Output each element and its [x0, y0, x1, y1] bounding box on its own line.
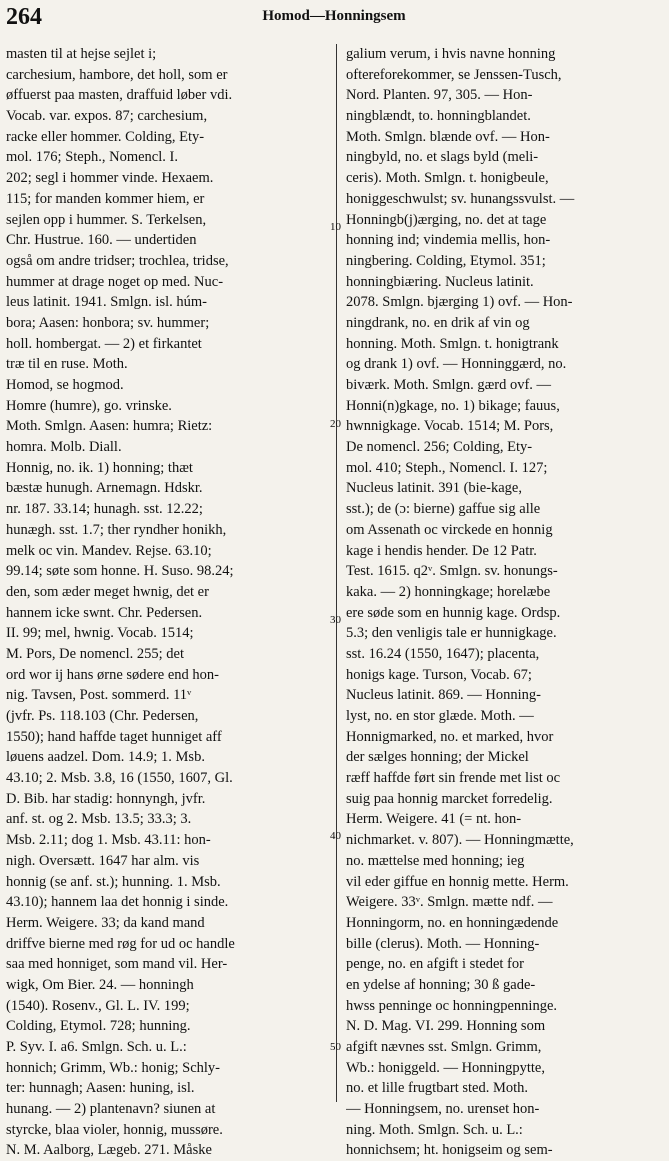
line-number: 20 — [330, 418, 341, 430]
text-line: wigk, Om Bier. 24. — honningh — [6, 976, 194, 993]
text-line: galium verum, i hvis navne honning — [346, 46, 556, 62]
text-line: masten til at hejse sejlet i; — [6, 46, 157, 62]
text-line: melk oc vin. Mandev. Rejse. 63.10; — [6, 542, 212, 559]
text-line: honnichsem; ht. honigseim og sem- — [346, 1142, 553, 1159]
line-number: 10 — [330, 221, 341, 233]
text-line: ning. Moth. Smlgn. Sch. u. L.: — [346, 1121, 523, 1138]
text-line: kage i hendis hender. De 12 Patr. — [346, 542, 537, 559]
text-line: 202; segl i hommer vinde. Hexaem. — [6, 170, 214, 187]
text-line: Honnigmarked, no. et marked, hvor — [346, 728, 554, 745]
text-line: hunang. — 2) plantenavn? siunen at — [6, 1101, 216, 1118]
text-line: N. D. Mag. VI. 299. Honning som — [346, 1018, 546, 1035]
text-line: også om andre tridser; trochlea, tridse, — [6, 252, 229, 269]
line-number: 50 — [330, 1041, 341, 1053]
text-line: Moth. Smlgn. Aasen: humra; Rietz: — [6, 418, 213, 435]
text-line: no. et lille frugtbart sted. Moth. — [346, 1080, 529, 1097]
text-line: øffuerst paa masten, draffuid løber vdi. — [6, 87, 233, 104]
text-line: M. Pors, De nomencl. 255; det — [6, 645, 185, 662]
text-line: sst. 16.24 (1550, 1647); placenta, — [346, 645, 540, 662]
text-line: 2078. Smlgn. bjærging 1) ovf. — Hon- — [346, 294, 573, 311]
text-line: nr. 187. 33.14; hunagh. sst. 12.22; — [6, 501, 203, 518]
text-line: 5.3; den venligis tale er hunnigkage. — [346, 625, 557, 642]
page-header — [6, 4, 662, 34]
text-line: 115; for manden kommer hiem, er — [6, 190, 205, 207]
text-line: mol. 176; Steph., Nomencl. I. — [6, 149, 178, 166]
text-line: ningblændt, to. honningblandet. — [346, 108, 531, 125]
text-line: honiggeschwulst; sv. hunangssvulst. — — [346, 190, 575, 207]
text-line: 1550); hand haffde taget hunniget aff — [6, 728, 222, 745]
text-line: hwnnigkage. Vocab. 1514; M. Pors, — [346, 418, 554, 435]
text-line: ter: hunnagh; Aasen: huning, isl. — [6, 1080, 195, 1097]
text-line: bora; Aasen: honbora; sv. hummer; — [6, 314, 210, 331]
text-line: ræff haffde ført sin frende met list oc — [346, 770, 561, 787]
text-line: Honni(n)gkage, no. 1) bikage; fauus, — [346, 397, 560, 414]
text-line: sejlen opp i hummer. S. Terkelsen, — [6, 211, 207, 228]
text-line: ord wor ij hans ørne sødere end hon- — [6, 666, 220, 683]
text-line: hwss penninge oc honningpenninge. — [346, 997, 558, 1014]
text-line: Honningorm, no. en honningædende — [346, 914, 559, 931]
text-line: carchesium, hambore, det holl, som er — [6, 66, 228, 83]
column-divider — [336, 44, 337, 1102]
text-line: ningbering. Colding, Etymol. 351; — [346, 252, 546, 269]
text-line: oftereforekommer, se Jenssen-Tusch, — [346, 66, 562, 83]
text-line: nichmarket. v. 807). — Honningmætte, — [346, 832, 574, 849]
text-line: biværk. Moth. Smlgn. gærd ovf. — — [346, 377, 552, 393]
text-line: Nucleus latinit. 391 (bie-kage, — [346, 480, 522, 497]
text-line: nig. Tavsen, Post. sommerd. 11ᵛ — [6, 687, 192, 704]
text-line: (1540). Rosenv., Gl. L. IV. 199; — [6, 997, 190, 1014]
text-line: Homre (humre), go. vrinske. — [6, 397, 172, 414]
text-line: P. Syv. I. a6. Smlgn. Sch. u. L.: — [6, 1039, 187, 1055]
text-line: ere søde som en hunnig kage. Ordsp. — [346, 604, 561, 621]
running-head: Homod—Honningsem — [262, 8, 406, 24]
text-line: honningbiæring. Nucleus latinit. — [346, 273, 534, 290]
line-number: 40 — [330, 830, 341, 842]
text-line: træ til en ruse. Moth. — [6, 356, 128, 373]
text-line: racke eller hommer. Colding, Ety- — [6, 128, 205, 145]
text-line: saa med honniget, som mand vil. Her- — [6, 956, 228, 973]
text-line: Nucleus latinit. 869. — Honning- — [346, 687, 541, 704]
text-line: afgift nævnes sst. Smlgn. Grimm, — [346, 1039, 542, 1055]
text-line: hunægh. sst. 1.7; ther ryndher honikh, — [6, 521, 227, 538]
text-line: — Honningsem, no. urenset hon- — [346, 1101, 540, 1118]
text-line: løuens aadzel. Dom. 14.9; 1. Msb. — [6, 749, 205, 766]
text-line: Homod, se hogmod. — [6, 377, 124, 393]
text-line: homra. Molb. Diall. — [6, 439, 122, 456]
text-line: Weigere. 33ᵛ. Smlgn. mætte ndf. — — [346, 894, 553, 911]
text-line: hannem icke swnt. Chr. Pedersen. — [6, 604, 203, 621]
text-line: den, som æder meget hwnig, det er — [6, 583, 209, 600]
text-line: honigs kage. Turson, Vocab. 67; — [346, 666, 532, 683]
text-line: Chr. Hustrue. 160. — undertiden — [6, 232, 197, 249]
text-line: honnich; Grimm, Wb.: honig; Schly- — [6, 1059, 220, 1076]
text-line: hummer at drage noget op med. Nuc- — [6, 273, 224, 290]
text-line: suig paa honnig marcket forredelig. — [346, 790, 553, 807]
text-line: Wb.: honiggeld. — Honningpytte, — [346, 1059, 545, 1076]
text-line: 43.10; 2. Msb. 3.8, 16 (1550, 1607, Gl. — [6, 770, 233, 787]
text-line: Vocab. var. expos. 87; carchesium, — [6, 108, 208, 125]
text-line: Nord. Planten. 97, 305. — Hon- — [346, 87, 533, 104]
page-number: 264 — [6, 4, 42, 30]
text-line: bæstæ hunugh. Arnemagn. Hdskr. — [6, 480, 203, 497]
text-line: ceris). Moth. Smlgn. t. honigbeule, — [346, 170, 549, 187]
left-column — [6, 44, 328, 1161]
text-line: Honningb(j)ærging, no. det at tage — [346, 211, 547, 228]
text-line: 43.10); hannem laa det honnig i sinde. — [6, 894, 229, 911]
text-line: ningbyld, no. et slags byld (meli- — [346, 149, 539, 166]
text-line: sst.); de (ɔ: bierne) gaffue sig alle — [346, 501, 541, 518]
text-line: (jvfr. Ps. 118.103 (Chr. Pedersen, — [6, 708, 199, 724]
text-line: Honnig, no. ik. 1) honning; thæt — [6, 459, 193, 476]
text-line: Test. 1615. q2ᵛ. Smlgn. sv. honungs- — [346, 563, 558, 580]
text-line: driffve bierne med røg for ud oc handle — [6, 935, 235, 952]
text-line: mol. 410; Steph., Nomencl. I. 127; — [346, 459, 548, 476]
text-line: anf. st. og 2. Msb. 13.5; 33.3; 3. — [6, 811, 192, 828]
text-line: ningdrank, no. en drik af vin og — [346, 314, 530, 331]
right-column — [346, 44, 657, 1161]
text-line: Herm. Weigere. 41 (= nt. hon- — [346, 811, 522, 828]
line-number: 30 — [330, 614, 341, 626]
text-line: N. M. Aalborg, Lægeb. 271. Måske — [6, 1142, 212, 1159]
text-line: vil eder giffue en honnig mette. Herm. — [346, 873, 569, 890]
text-line: styrcke, blaa violer, honnig, mussøre. — [6, 1121, 223, 1138]
text-line: De nomencl. 256; Colding, Ety- — [346, 439, 533, 456]
text-line: leus latinit. 1941. Smlgn. isl. húm- — [6, 294, 207, 311]
text-line: bille (clerus). Moth. — Honning- — [346, 935, 540, 952]
text-line: Herm. Weigere. 33; da kand mand — [6, 914, 205, 931]
text-line: om Assenath oc virckede en honnig — [346, 521, 553, 538]
text-line: Msb. 2.11; dog 1. Msb. 43.11: hon- — [6, 832, 211, 849]
text-line: der sælges honning; der Mickel — [346, 749, 529, 766]
text-line: honnig (se anf. st.); hunning. 1. Msb. — [6, 873, 221, 890]
text-line: honning. Moth. Smlgn. t. honigtrank — [346, 335, 559, 352]
text-line: penge, no. en afgift i stedet for — [346, 956, 524, 973]
text-line: Moth. Smlgn. blænde ovf. — Hon- — [346, 128, 550, 145]
text-line: nigh. Oversætt. 1647 har alm. vis — [6, 852, 200, 869]
text-line: lyst, no. en stor glæde. Moth. — — [346, 708, 534, 724]
text-line: D. Bib. har stadig: honnyngh, jvfr. — [6, 790, 206, 807]
text-line: en ydelse af honning; 30 ß gade- — [346, 976, 536, 993]
text-line: Colding, Etymol. 728; hunning. — [6, 1018, 191, 1035]
text-line: og drank 1) ovf. — Honninggærd, no. — [346, 356, 567, 373]
text-line: II. 99; mel, hwnig. Vocab. 1514; — [6, 625, 194, 642]
text-line: holl. hombergat. — 2) et firkantet — [6, 335, 202, 352]
text-line: no. mættelse med honning; ieg — [346, 852, 525, 869]
text-line: 99.14; søte som honne. H. Suso. 98.24; — [6, 563, 234, 580]
text-line: honning ind; vindemia mellis, hon- — [346, 232, 551, 249]
text-line: kaka. — 2) honningkage; horelæbe — [346, 583, 551, 600]
